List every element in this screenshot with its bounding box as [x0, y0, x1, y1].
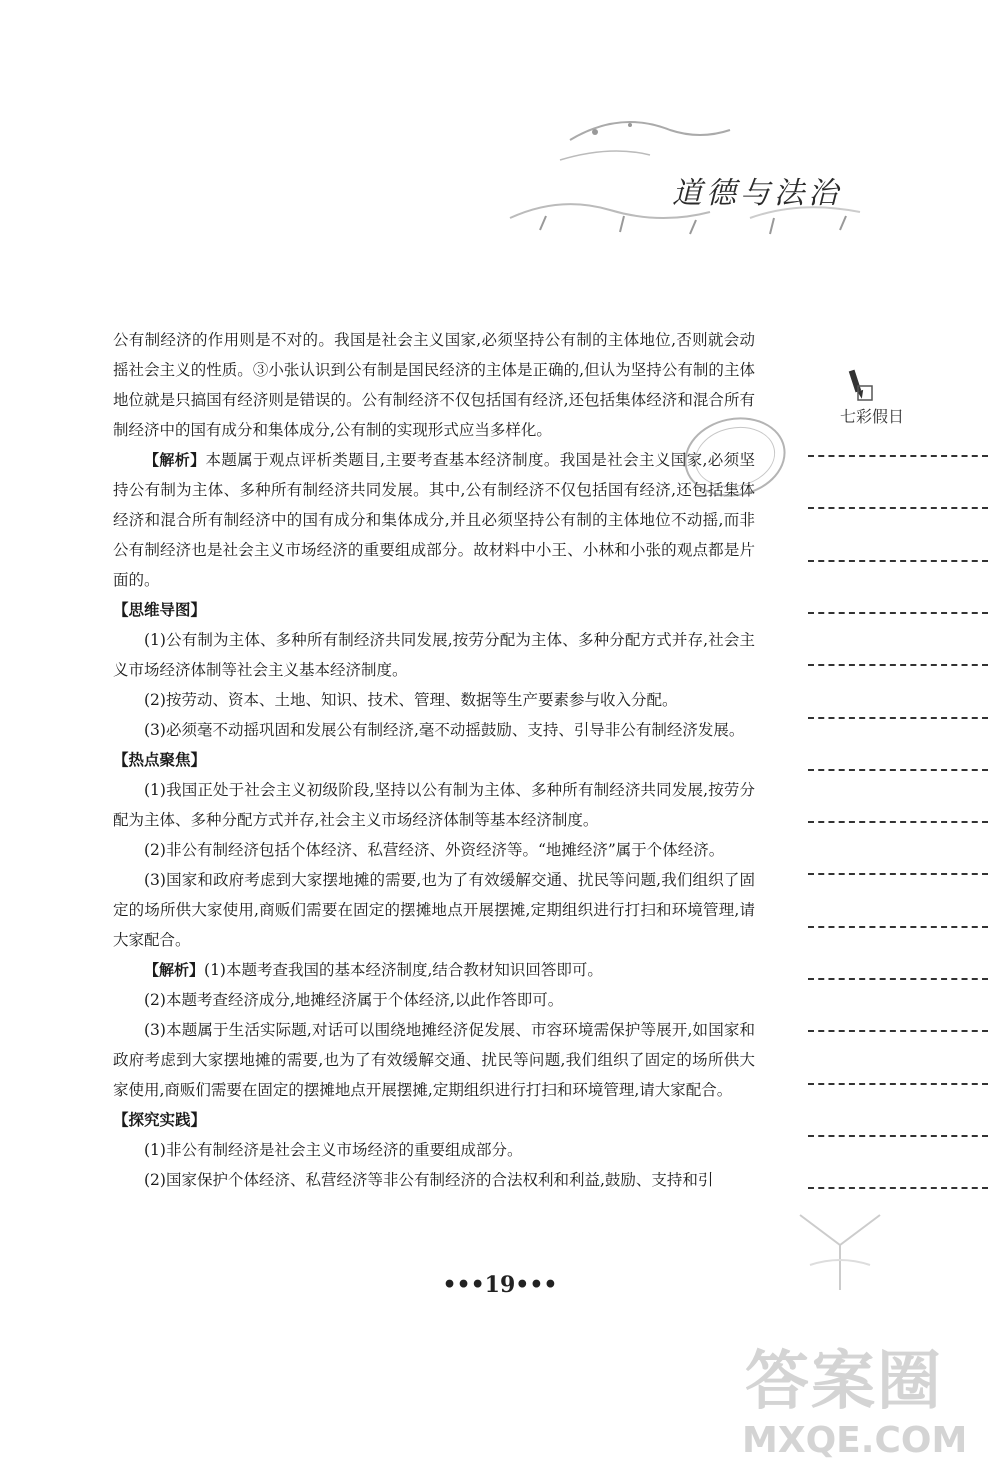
note-line [808, 560, 988, 562]
paragraph-conclusion: 公有制经济的作用则是不对的。我国是社会主义国家,必须坚持公有制的主体地位,否则就会动摇社会主义的性质。③小张认识到公有制是国民经济的主体是正确的,但认为坚持公有制的主体地位就是只搞国有经济则是错误的。公有制经济不仅包括国有经济,还包括集体经济和混合所有制经济中的国有成分和集体成分,公有制的实现形式应当多样化。 [113, 331, 755, 439]
note-line [808, 821, 988, 823]
note-line [808, 664, 988, 666]
pen-icon [844, 368, 874, 402]
note-line [808, 1030, 988, 1032]
section-hot-focus: 【热点聚焦】 [113, 751, 207, 769]
section-mind-map: 【思维导图】 [113, 601, 207, 619]
hot-focus-item-3: (3)国家和政府考虑到大家摆地摊的需要,也为了有效缓解交通、扰民等问题,我们组织了固定的场所供大家使用,商贩们需要在固定的摆摊地点开展摆摊,定期组织进行打扫和环境管理,请大家配合。 [113, 871, 755, 949]
hot-focus-analysis-label: 【解析】 [144, 961, 205, 979]
hot-focus-item-2: (2)非公有制经济包括个体经济、私营经济、外资经济等。“地摊经济”属于个体经济。 [144, 841, 725, 859]
hot-focus-item-1: (1)我国正处于社会主义初级阶段,坚持以公有制为主体、多种所有制经济共同发展,按劳分配为主体、多种分配方式并存,社会主义市场经济体制等基本经济制度。 [113, 781, 755, 829]
main-content [113, 325, 755, 1195]
note-line [808, 1187, 988, 1189]
note-line [808, 455, 988, 457]
mind-map-item-1: (1)公有制为主体、多种所有制经济共同发展,按劳分配为主体、多种分配方式并存,社会主义市场经济体制等社会主义基本经济制度。 [113, 631, 755, 679]
explore-item-2: (2)国家保护个体经济、私营经济等非公有制经济的合法权利和利益,鼓励、支持和引 [144, 1171, 714, 1189]
notes-title: 七彩假日 [840, 407, 905, 426]
hot-focus-analysis-1 [113, 955, 755, 985]
stamp-icon [680, 412, 790, 502]
page-number: •••19••• [442, 1272, 558, 1298]
note-line [808, 1135, 988, 1137]
note-line [808, 612, 988, 614]
explore-item-1: (1)非公有制经济是社会主义市场经济的重要组成部分。 [144, 1141, 523, 1159]
note-line [808, 507, 988, 509]
note-line [808, 978, 988, 980]
hot-focus-analysis-3: (3)本题属于生活实际题,对话可以围绕地摊经济促发展、市容环境需保护等展开,如国家和政府考虑到大家摆地摊的需要,也为了有效缓解交通、扰民等问题,我们组织了固定的场所供大家使用,商贩们需要在固定的摆摊地点开展摆摊,定期组织进行打扫和环境管理,请大家配合。 [113, 1021, 755, 1099]
hot-focus-analysis-2: (2)本题考查经济成分,地摊经济属于个体经济,以此作答即可。 [144, 991, 564, 1009]
subject-title: 道德与法治 [672, 176, 842, 211]
paragraph-analysis [113, 445, 755, 595]
note-line [808, 926, 988, 928]
section-explore-practice: 【探究实践】 [113, 1111, 207, 1129]
note-line [808, 717, 988, 719]
mind-map-item-2: (2)按劳动、资本、土地、知识、技术、管理、数据等生产要素参与收入分配。 [144, 691, 678, 709]
note-line [808, 1083, 988, 1085]
watermark: 答案圈 [745, 1345, 943, 1419]
note-line [808, 873, 988, 875]
hot-focus-analysis-text: (1)本题考查我国的基本经济制度,结合教材知识回答即可。 [204, 961, 603, 979]
note-line [808, 769, 988, 771]
watermark-url: MXQE.COM [742, 1420, 968, 1461]
analysis-label: 【解析】 [144, 451, 206, 469]
mind-map-item-3: (3)必须毫不动摇巩固和发展公有制经济,毫不动摇鼓励、支持、引导非公有制经济发展。 [144, 721, 745, 739]
analysis-text: 本题属于观点评析类题目,主要考查基本经济制度。我国是社会主义国家,必须坚持公有制为主体、多种所有制经济共同发展。其中,公有制经济不仅包括国有经济,还包括集体经济和混合所有制经济中的国有成分和集体成分,并且必须坚持公有制的主体地位不动摇,而非公有制经济也是社会主义市场经济的重要组成部分。故材料中小王、小林和小张的观点都是片面的。 [113, 451, 755, 589]
